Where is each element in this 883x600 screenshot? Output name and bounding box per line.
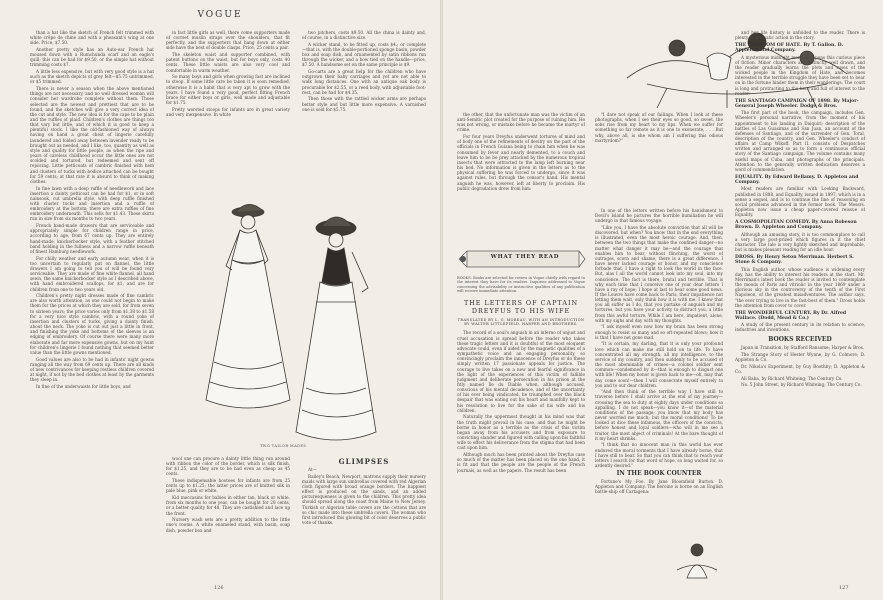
book-review-text: The first part of the book, the campaign, includes Gen. Wheeler's personal narrative, from the moment of his appointment to his landing in Daiquiri; description of the battles of Las Guasimas and San Juan, an account of the defenses of Santiago, and of the surrender of Gen. Toral, description of the country, and Gen. Wheeler's conduct of affairs at Camp Wikoff. Part II. consists of Despatches written and arranged so as to form a continuous official story of the Santiago campaign. The volume contains many useful maps of Cuba, and photographs of the principals. Attention to the generally written dedication deserves a word of commendation. [735,110,865,172]
article-paragraph: Although much has been printed about the Dreyfus case so much of the matter has been placed on the one hand, it is fit and that the people are the people of the French journals, as well as the papers. The result has been [457,452,585,473]
body-paragraph: wool one can procure a dainty little thing run around with ribbon the color of the border, which is silk finish, for $1.25, and they are to be had even as cheap as 45 cents. [166,456,290,477]
letter-paragraph: "And then think of the terrible way I have still to traverse before I shall arrive at the end of my journey—crossing the sea to duty at eighty days under conditions so appalling. I do not speak—you know it—of the material conditions of the passage; you know that my body has never worried me much; but the moral conditions! To be looked at dice these infamous, the officers of the convicts, before honest and loyal soldiers—who will in me see a traitor, the most abject of criminals! At the bare thought of it my heart shrinks. [595,389,723,441]
page-number-right: 127 [839,585,849,591]
books-received-list [735,345,865,387]
letter-paragraph: "Like you, I have the absolute conviction that all will be discovered, but when? You know that in the end everything is illustrated, even the most heroic courage. And, then, between the two things that make the confined danger—no matter what danger it may be—and the courage that enables him to bear, without flinching, the worst of outrages, scorn and shame, there is a great difference. I have never lacked courage or honor, and my conscience forbade that. I have a right to look the world in the face. But, alas I all the world cannot look into my soul, into my conscience. The fact is there, brutal and terrible. That is why each time that I conceive one of your dear letters I have a ray of hope; I hope at last to hear some good news. If the Louvre have come back to Paris, their impatience not letting them wait, only think how it is with me. I know that you all suffer as I do, that you partake of anguish and my tortures, but you have your activity to distract you, a little from this awful torture. While I am here, impatient, alone, with my sighs and day with my thoughts. [595,224,723,323]
received-book-entry: Japan in Transition, by Stafford Ransome; Harper & Bros. [741,345,865,351]
right-column-3-lead [735,30,865,40]
book-title: A COSMOPOLITAN COMEDY. By Anna Robeson Brown. D. Appleton and Company. [735,220,857,231]
right-page [443,0,883,600]
body-paragraph: in fact little girls as well, there come supporters made of corrset muslin straps over the shoulders, that fit perfectly, and the supporters that hang down at either side have the best of double clasps. Price, 25 cents a pair. [166,30,290,51]
illustration-caption: TWO TAILOR-MADES [260,444,307,448]
article-body [457,330,585,472]
book-review-text: Most readers are familiar with Looking Backward, published in 1888, and Equality, issued in 1897, which is in a sense a sequel, and is to continue the line of reasoning on social problems advanced in the former book. The Messrs. Appleton now issue a cheap paper-covered reissue of Equality. [735,186,865,218]
left-column-3-top [302,30,426,178]
body-paragraph: The skeleton waist and supporter combined, with patent buttons on the waist, but for boys only, costs 40 cents. These little waists are also very cool and comfortable in warm weather. [166,52,290,73]
letter-paragraph: "I ask myself even now how my brain has been strong enough to resist so many and so oft-repeated blows; how it is that I have not gone mad. [595,324,723,340]
body-paragraph: There is never a season when the above mentioned things are not necessary, and no well dressed woman will consider her wardrobe complete without them. Those selected are the newest and prettiest that are to be found, and the sketches will give a very correct idea of the cut and style. The new idea is for the cape to be plain and the ruffles of plaid. Children's clothes are things too that vary but little, and of which it is good to keep a plentiful stock. I like the old-fashioned way of always having on hand a great chest of lingerie carefully laundered and folded away between lavender ready to be brought out as needed, and I like, too, quantity as well as style and quality for little people, as when the ripe and years of careless childhood occur the little ones are not scolded and tortured, but redeemed and sent off rejoicing. Little petticoats of cambric finished with hem and clusters of tucks with bodice attached can be bought for 59 cents; at that rate it is absurd to think of making clothes. [30,86,154,184]
left-column-2-bottom [166,456,290,582]
body-paragraph: For chilly weather and early autumn wear, when it is too uncertain to regularly put on flannel, the little drawers I am going to tell you of will be found very serviceable. They are made of fine white flannel, all hand sewn, the same knickerbocker style as I described above, with hand embroidered scallops, for $1, and are for children from one to two years old. [30,255,154,292]
letter-intro-paragraph: "I dare not speak of our failings. When I look at these photographs, when I see their eyes so good, so sweet, the sobs rise from my heart to my lips. When we suffer for something so far remote as it is one to exonerate, . . . But why, above all, is she whom am I suffering this odious martyrdom?" [595,112,723,143]
left-column-2-top [166,30,290,178]
glimpses-body [302,467,426,525]
letter-paragraph: In one of the letters written before his banishment to Devil's Island he pictures the horrible humiliation he will undergo in that famous voyage: [595,208,723,224]
left-column-1 [30,30,154,582]
body-paragraph: In fine of the underwaists for little boys, and [36,383,131,389]
banner-note: BOOKS: Books are selected for review in Vogue chiefly with regard to the interest they have for its readers. Inquiries addressed to Vogue concerning the advisability or instructive qualities of any publication will receive immediate attention. [457,276,585,294]
glimpses-paragraph: At— [308,467,317,472]
body-paragraph: Another pretty style has an Auto-ear French hat moused down with a Rumchunda scarf and an eagle's quill; this can be had for $9.50, or the simple hat without trimming costs $7. [30,46,154,68]
book-title: THE WONDERFUL CENTURY. By Dr. Alfred Wallace. (Dodd, Mead & Co.) [735,310,847,321]
body-paragraph: A little less expensive, but with very good style is a hat such as the sketch depicts of grey felt—$5.75 untrimmed, or $5 trimmed. [30,69,154,85]
right-column-3 [735,30,865,582]
letter-paragraph: "I think that no innocent man in this world has ever endured the moral torments that I have already borne, that I have still to bear. So that you can think that to reach your letters I search for that word of hope, so long waited for, so ardently desired." [595,442,723,468]
article-lead-paragraph: the other, that the unfortunate man was the victim of an anti-Semitic plot created for the purpose of ruining him. He was not wrong, or mistake before he became the martyr of crime. [457,112,585,133]
running-head: VOGUE [197,10,243,20]
book-title: DROSS. By Henry Seton Merriman. Herbert S. Stone & Company. [735,255,854,266]
body-paragraph: French hand-made drawers that are serviceable and appropriately simple for children range in price, according to age, from 67 cents up. They are entirely hand-made, knickerbocker style, with a feather stitched band holding in the fullness and a narrow ruffle beneath of finest Hamburg needlework. [30,223,154,254]
body-paragraph: Pretty worsted stoops for infants are in great variety and very inexpensive. In white [166,106,290,117]
article-title: THE LETTERS OF CAPTAIN DREYFUS TO HIS WIFE [463,298,579,315]
book-review-text: A mysterious midnight marriage opens this curious piece of fiction. Minor characters are distinctly well drawn, and the reader gradually learns the plots and ruses of the wicked people in the Kingdom of Hate, and becomes interested in the terrible struggle they have been set to bear on in the fortune hinder them in their wanderings. The court is long and protracting to the hero and full of interest to the reader. [735,54,865,96]
article-credit: TRANSLATED BY L. G. MOREAU, WITH AN INTRODUCTION BY WALTER LITTLEFIELD. HARPER AND BROTHERS. [457,317,585,327]
received-book-entry: Dr. Nikola's Experiment, by Guy Boothby; D. Appleton & Co. [735,363,865,375]
page-number-left: 126 [214,585,224,591]
right-column-1 [457,274,585,582]
book-review-text: A study of the present century in its relation to science, industries and inventions. [735,322,865,333]
fashion-illustration [166,182,426,450]
body-paragraph: Kid moccasins for babies in either tan, black or white, from six months to one year, can be bought for 28 cents, or a better quality for 48. They are castishied and lace up the front. [166,495,290,516]
body-paragraph: Then those with the rattled wicker arms are perhaps better style and but little more expensive. A varnished one is sold for $5.75. [302,96,426,112]
glimpses-section [302,456,426,582]
book-paragraph: and her life history is unfolded to the reader. There is plenty of dramatic action in the story. [735,30,865,41]
body-paragraph: two pitchers, costs $9.50. All the china is dainty and, of course, in a distinctive size. [302,30,426,41]
article-paragraph: The record of a soul's anguish in an inferno of unjust and cruel accusation is spread before the reader who takes these tragic letters and it is doubtful of the most eloquent advocate could, even if aided by the magnetic qualities of a sympathetic voice and an engaging personality, so convincingly proclaim the innocence of Dreyfus or do these simply written 17 passionate appeals for justice. The courage to live takes on a new and fearful significance in the light of the experiences of this victim of fallible judgment and deliberate persecution in his prison at the fitly named Ile du Diable when, although accused, conscious of his mental decadence, and of the uncertainty of his ever being vindicated, he triumphed over the black despair that was eating out his heart and manfully kept to his resolution to live for the sake of his wife and his children. [457,330,585,413]
book-review-text: This English author, whose audience is widening every day, has the ability to interest his readers at the start. Mr. Merriman's latest book the reader is invited to contemplate the moods of Paris and vitriolic in the year 1869 under a glorious sky in the controversy of the tenth of the First Napoleon, of the greatest misadventures. The author says, "the ever trying to live in the fast-best of them." Dross holds the attention from cover to cover. [735,266,865,308]
received-book-entry: Ali Baba, by Richard Whiteing; The Century Co. [741,375,843,381]
book-counter-section [457,112,585,246]
right-column-2-top [595,208,723,582]
book-review-text: Although an amusing story, it is too commonplace to call a very large post-prized which figures in it the chief character. The tale is very lightly sketched and improbable, but is makes pleasant reading for an idle hour. [735,231,865,253]
article-lead-paragraph: For four years Dreyfus underwent tortures of mind and of body one of the refinements of devilry on the part of the officials in French Guiana being to chain him when he was consumed by fever and nearly demented, to a couch and leave him to be be prey attacked by the numerous tropical insects that were attracted to the lamp left burning near his bed. No information is given in the letters as to the physical suffering he was forced to undergo, since it was against rules, but through the censor's hand. His mental anguish he was, however, left at liberty to proclaim. His public degradation drew from him: [457,134,585,191]
article-lead-text [457,112,585,191]
body-paragraph: Nursery wash sets are a pretty addition to the little one's rooms. A white enameled stand, with basin, soap dish, powder box and [166,517,290,533]
section-banner-label: WHAT THEY READ [490,254,560,260]
body-paragraph: So many boys and girls when growing fast are inclined to stoop. If some little care be taken it is soon remedied, otherwise it is a habit that is very apt to grow with the years. I have found a very good, perfect fitting French brace for either boys or girls, well made and adjustable for $1.75. [166,74,290,106]
received-book-entry: No. 5 John Street, by Richard Whiteing; The Century Co. [741,382,862,388]
book-title: THE KINGDOM OF HATE. By T. Gallon. D. Appleton and Company. [735,43,844,54]
small-figure-sketch [673,540,721,580]
received-book-entry: The Strange Story of Hester Wynne, by G. Colmore; D. Appleton & Co. [735,352,865,363]
book-counter-paragraph: Fortune's My Foe. By Jane Bloomfield Burton. D. Appleton and Company. The heroine is borne on an English battle-ship off Cartagena: [595,479,723,495]
left-page [0,0,440,600]
glimpses-title: GLIMPSES [338,457,390,466]
body-paragraph: than a hat like the sketch of French felt trimmed with white crêpe de chine and with a pheasant's wing at one side. Price, $7.50. [30,30,154,46]
body-paragraph: Good values are also to be had in infants' night gowns ranging all the way from 69 cents up. There are all kinds of new contrivances for keeping restless children covered at night, if not by the bed clothes at least by the garments they sleep in. [30,356,154,383]
right-column-2-upper [595,112,723,206]
books-received-title: BOOKS RECEIVED [768,336,832,344]
body-paragraph: Go-carts are a great help for the children who have outgrown their baby carriages and yet are not able to walk long distances. One with an antique oak body is procurable for $2.55, or a reed body, with adjustable foot-rest, can be had for $4.35. [302,69,426,95]
letter-paragraph: "It is certain, my darling, that it is only your profound love which can make me still hold on to life. To have concentrated all my strength, all my intelligence, to the service of my country, and then suddenly to be accused of the most abominable of crimes—a colonel soldier sent common—condemned by it—that is enough to disgust one with life! When my honor is given back to me—oh, may that day come soon!—then I will consecrate myself entirely to you and to our dear children. [595,341,723,388]
body-paragraph: A wicker stand, to be fitted up, costs $4.; or complete—that is, with the double-portioned sponge basin, powder box and soap dish, and ornamented by satin ribbons run through the wicker, and a bow tied on the handle—price, $7.50. A handsome set on the same principle is $9. [302,41,426,68]
book-title: EQUALITY. By Edward Bellamy. D. Appleton and Company. [735,175,859,186]
book-title: THE SANTIAGO CAMPAIGN OF 1898. By Major-General Joseph Wheeler. Dodge & Bros. [735,98,859,110]
body-paragraph: These indispensable bootees for infants are from 25 cents up to $1.25; the latter prices are of knitted silk in pale blue, pink or white. [166,478,290,494]
body-paragraph: Children's pretty night dresses made of fine cambric are also worth attention, as one could not begin to make them for the prices at which they are sold, for from seven to sixteen years; the price varies only from $1.38 to $1.58 for a very nice style cambric, with a round yoke of insertion and clusters of tucks, giving a dainty finish, about the neck. The yoke is cut out just a little in front, and finishing the yoke and bottoms of the sleeves is an edging of embroidery. Of course there were many more elaborate and far more expensive gowns, but on my hunt for children's lingerie I found nothing that seemed better value than the little gowns mentioned. [30,293,154,355]
article-paragraph: Naturally the uppermost thought in his mind was that the truth might prevail in his case, and that he might be borne in honor as a terrible as the crisis of this victim began away from his accusers and from exposure to convicting slander and figured with calling upon his faithful wife to effect his deliverance from the stigma that had been cast upon him. [457,414,585,451]
body-paragraph: In fine lawn with a deep ruffle of needlework and lace insertion a dainty petticoat can be had for $1, or in soft nainsook, cut umbrella style, with deep ruffle finished with cluster tucks and insertion and a ruffle of embroidery at the bottom; there are extra ruffles of fine embroidery underneath. This sells for $1.43. These skirts run in size from six months to two years. [30,185,154,222]
book-reviews [735,43,865,332]
book-counter-title: IN THE BOOK COUNTER [616,470,702,478]
glimpses-paragraph: Bailey's Beach, Newport, matrons supply their nursery maids with large sun umbrellas covered with red Algerian cloth figured with broad orange borders. The happiest effect is produced on the sands, and an added picturesqueness is given to the children. This pretty idea should spread along the coast from Maine to New Jersey. Turkish or Algerian table covers are the cottons that are so chic made into these umbrella covers. The woman who first introduced this glowing bit of color deserves a public vote of thanks. [302,473,426,526]
